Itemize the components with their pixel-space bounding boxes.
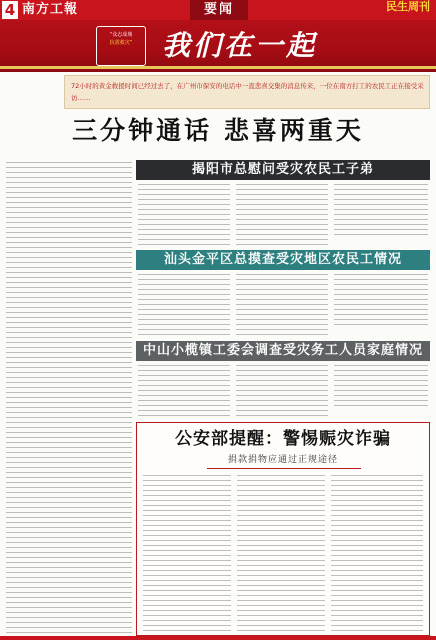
article-shantou-col2 bbox=[236, 274, 328, 336]
article-zhongshan-col2 bbox=[236, 365, 328, 417]
banner-title: 我们在一起 bbox=[162, 29, 318, 62]
police-article-col2 bbox=[237, 475, 325, 631]
police-article-col1 bbox=[143, 475, 231, 631]
article-zhongshan-col1 bbox=[138, 365, 230, 417]
weekly-title: 民生周刊 bbox=[386, 0, 430, 13]
masthead bbox=[0, 0, 436, 20]
banner-stripe bbox=[0, 66, 436, 69]
paper-name: 南方工報 bbox=[22, 2, 79, 17]
article-jieyang-col1 bbox=[138, 184, 230, 246]
section-header-shantou: 汕头金平区总摸查受灾地区农民工情况 bbox=[136, 250, 430, 270]
article-jieyang-col2 bbox=[236, 184, 328, 246]
page-number: 4 bbox=[2, 1, 18, 19]
byline bbox=[6, 152, 136, 159]
main-headline: 三分钟通话 悲喜两重天 bbox=[72, 116, 364, 145]
article-zhongshan-col3 bbox=[334, 365, 428, 409]
section-title: 要闻 bbox=[190, 0, 248, 20]
police-article-col3 bbox=[331, 475, 423, 631]
police-warning-subtitle: 捐款捐物应通过正规途径 bbox=[227, 455, 338, 465]
banner bbox=[0, 20, 436, 72]
banner-badge-line2: 抗震救灾” bbox=[109, 40, 133, 46]
lead-box bbox=[64, 75, 430, 109]
banner-badge bbox=[96, 26, 146, 66]
lead-text: 72小时的黄金救援时间已经过去了，在广州市保安的电话中一直悲喜交集的消息传来，一位在南方打工的农民工正在接受采访…… bbox=[71, 82, 424, 102]
police-warning-box bbox=[136, 422, 430, 636]
police-warning-title: 公安部提醒：警惕赈灾诈骗 bbox=[175, 429, 391, 449]
banner-badge-line1: “众志成城 bbox=[109, 32, 133, 38]
bottom-rule bbox=[0, 636, 436, 640]
article-jieyang-col3 bbox=[334, 184, 428, 238]
article-column-left-1 bbox=[6, 162, 132, 634]
article-shantou-col1 bbox=[138, 274, 230, 336]
article-shantou-col3 bbox=[334, 274, 428, 328]
section-header-jieyang: 揭阳市总慰问受灾农民工子弟 bbox=[136, 160, 430, 180]
police-title-rule bbox=[207, 468, 361, 469]
section-header-zhongshan: 中山小榄镇工委会调查受灾务工人员家庭情况 bbox=[136, 341, 430, 361]
